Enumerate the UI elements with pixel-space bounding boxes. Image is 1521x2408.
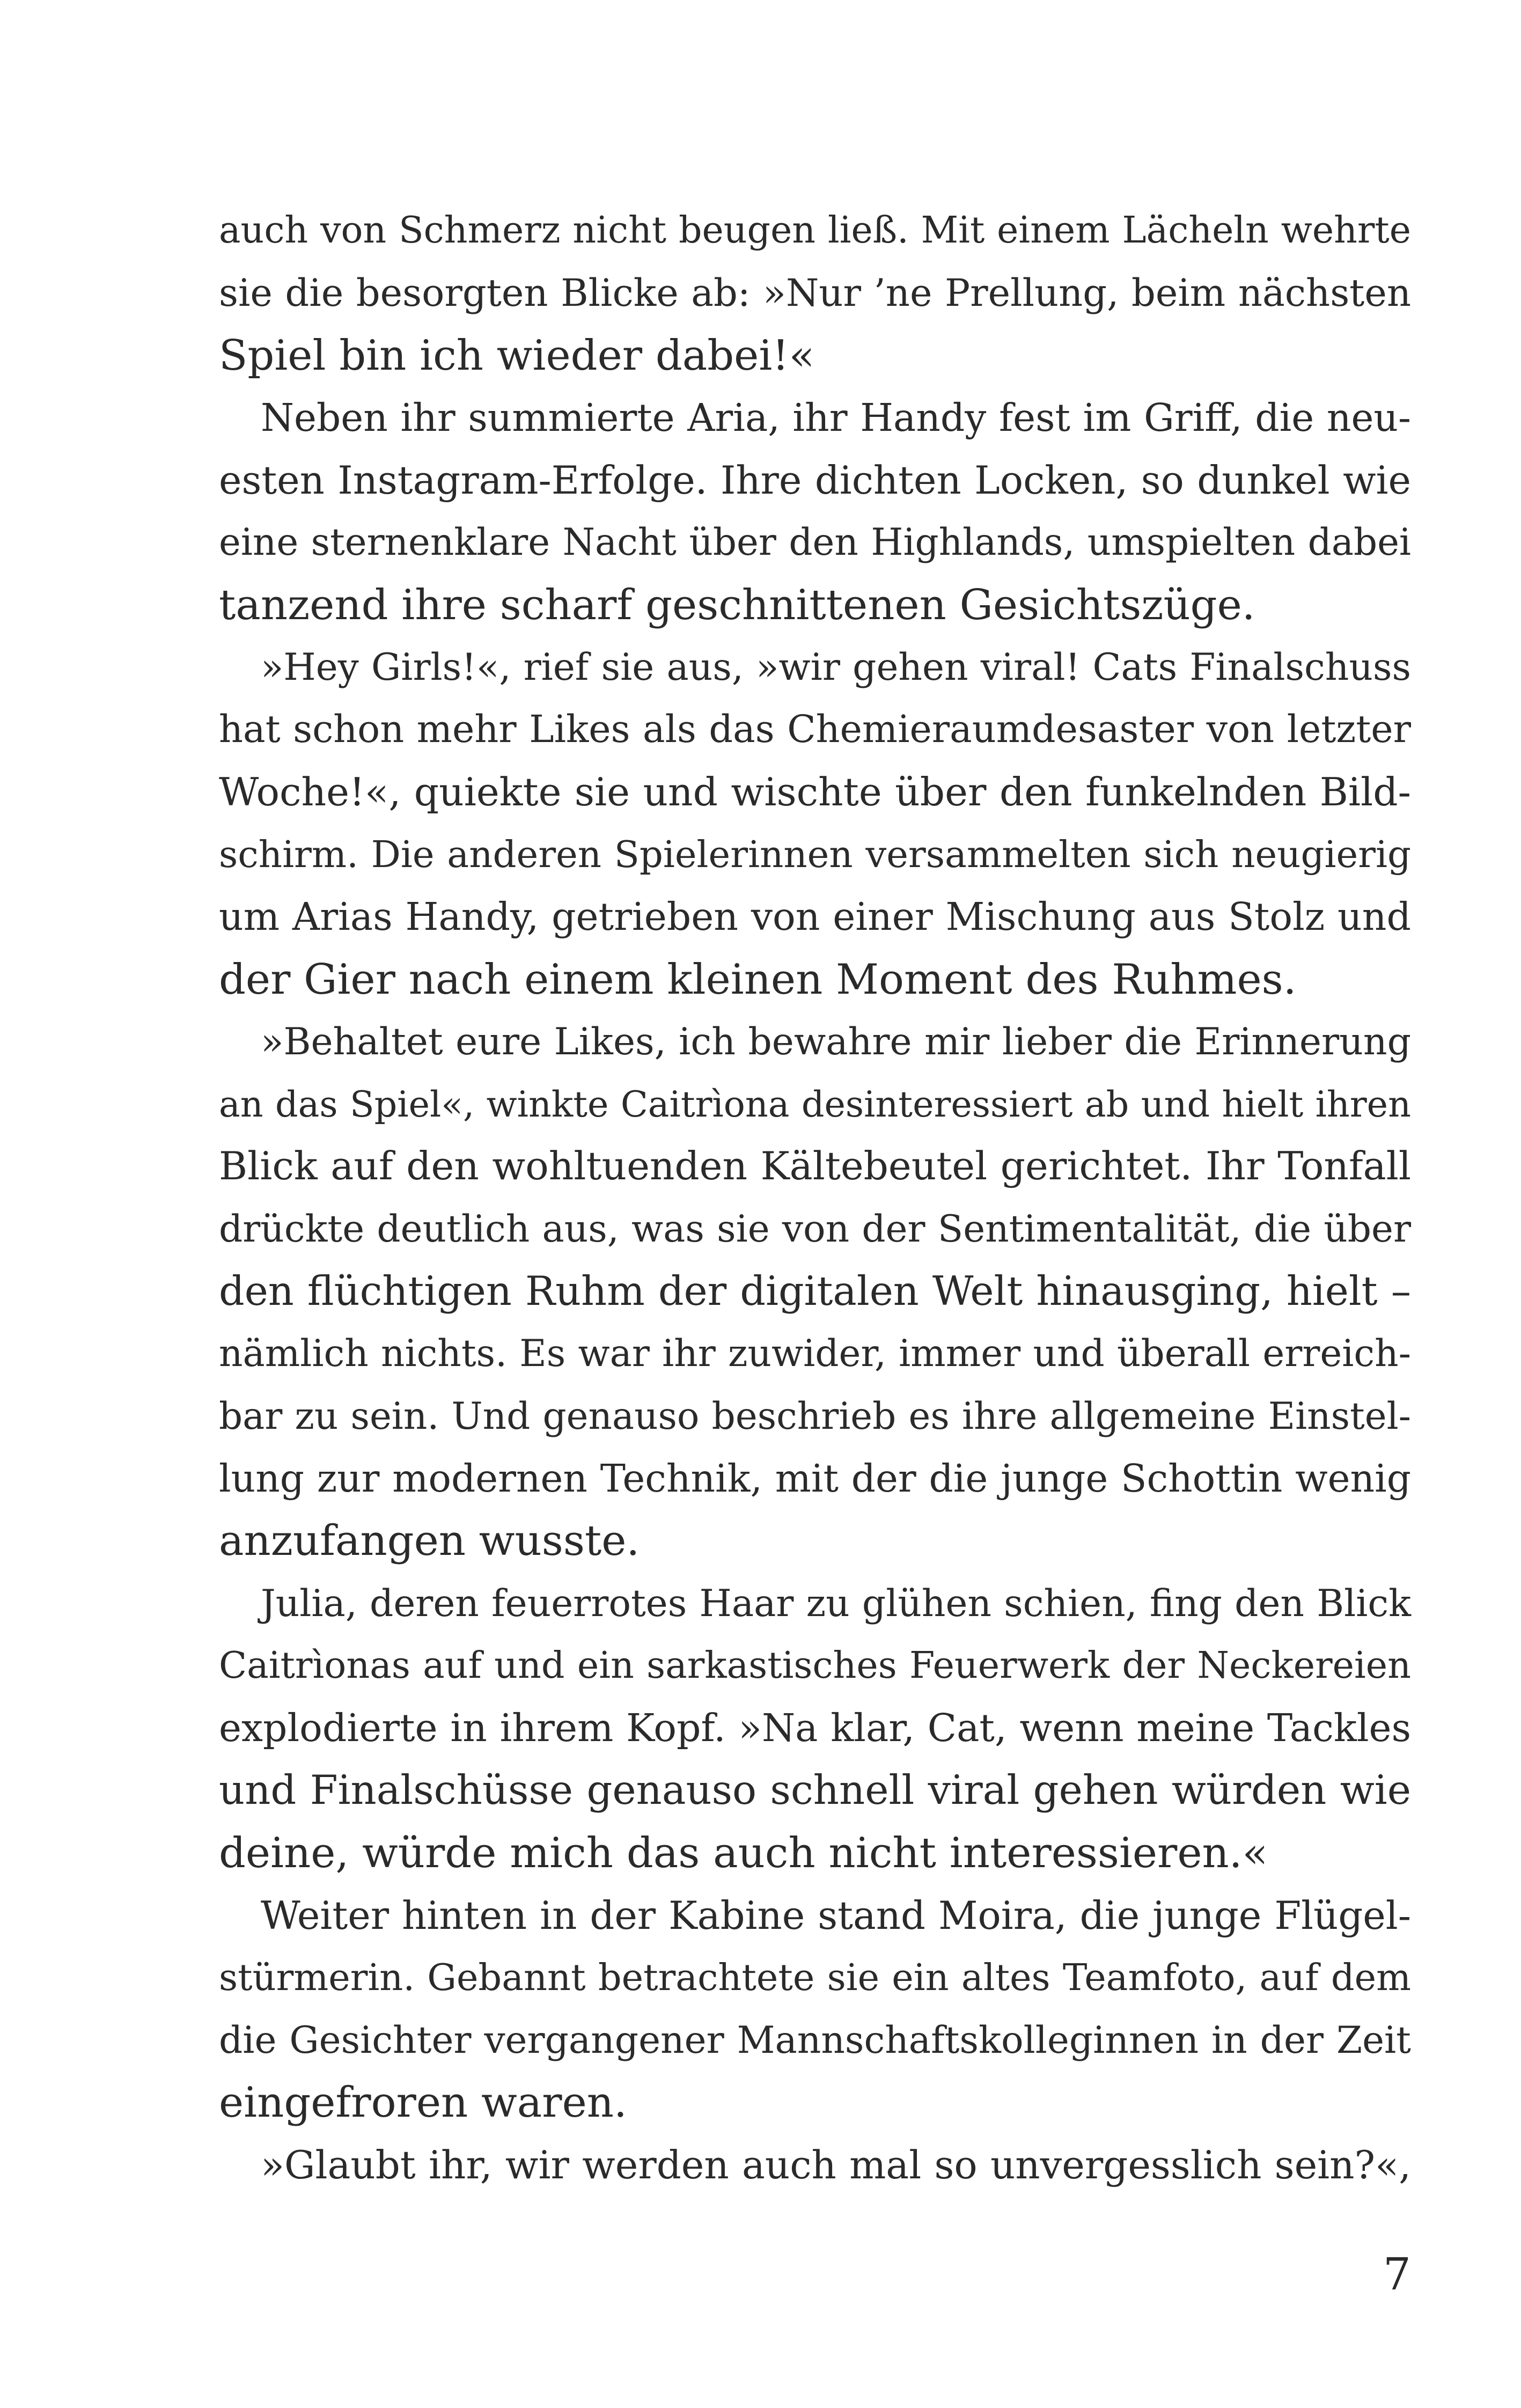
text-line: lung zur modernen Technik, mit der die junge Schottin wenig	[219, 1456, 1411, 1501]
text-line: Julia, deren feuerrotes Haar zu glühen schien, fing den Blick	[261, 1582, 1411, 1625]
text-line: nämlich nichts. Es war ihr zuwider, immer und überall erreich-	[219, 1332, 1411, 1376]
page-number: 7	[1383, 2249, 1411, 2300]
text-line: deine, würde mich das auch nicht interessieren.«	[219, 1829, 1268, 1877]
text-line: drückte deutlich aus, was sie von der Sentimentalität, die über	[219, 1207, 1411, 1251]
text-line: explodierte in ihrem Kopf. »Na klar, Cat, wenn meine Tackles	[219, 1706, 1411, 1751]
text-line: stürmerin. Gebannt betrachtete sie ein altes Teamfoto, auf dem	[219, 1956, 1411, 2000]
body-text	[219, 200, 1411, 2197]
text-line: die Gesichter vergangener Mannschaftskolleginnen in der Zeit	[219, 2018, 1411, 2062]
text-line: bar zu sein. Und genauso beschrieb es ihre allgemeine Einstel-	[219, 1394, 1411, 1438]
text-line: esten Instagram-Erfolge. Ihre dichten Locken, so dunkel wie	[219, 458, 1411, 503]
text-line: »Behaltet eure Likes, ich bewahre mir lieber die Erinnerung	[261, 1020, 1411, 1063]
text-line: und Finalschüsse genauso schnell viral gehen würden wie	[219, 1767, 1411, 1814]
text-line: auch von Schmerz nicht beugen ließ. Mit einem Lächeln wehrte	[219, 209, 1411, 252]
text-line: anzufangen wusste.	[219, 1517, 640, 1566]
text-line: Woche!«, quiekte sie und wischte über den funkelnden Bild-	[219, 769, 1411, 815]
text-line: Spiel bin ich wieder dabei!«	[219, 331, 815, 380]
text-line: an das Spiel«, winkte Caitrìona desinteressiert ab und hielt ihren	[219, 1083, 1411, 1126]
text-line: Weiter hinten in der Kabine stand Moira, die junge Flügel-	[261, 1893, 1411, 1939]
text-line: der Gier nach einem kleinen Moment des Ruhmes.	[219, 955, 1297, 1004]
text-line: Neben ihr summierte Aria, ihr Handy fest im Griff, die neu-	[261, 395, 1411, 440]
text-line: Blick auf den wohltuenden Kältebeutel gerichtet. Ihr Tonfall	[219, 1144, 1411, 1190]
text-line: eingefroren waren.	[219, 2078, 627, 2127]
text-line: »Glaubt ihr, wir werden auch mal so unvergesslich sein?«,	[261, 2142, 1411, 2188]
text-line: »Hey Girls!«, rief sie aus, »wir gehen viral! Cats Finalschuss	[261, 646, 1411, 689]
text-line: Caitrìonas auf und ein sarkastisches Feuerwerk der Neckereien	[219, 1644, 1411, 1687]
text-line: um Arias Handy, getrieben von einer Mischung aus Stolz und	[219, 894, 1411, 939]
text-line: eine sternenklare Nacht über den Highlands, umspielten dabei	[219, 521, 1411, 564]
text-line: den flüchtigen Ruhm der digitalen Welt hinausging, hielt –	[219, 1268, 1411, 1315]
text-line: hat schon mehr Likes als das Chemieraumdesaster von letzter	[219, 708, 1411, 752]
text-line: sie die besorgten Blicke ab: »Nur ’ne Prellung, beim nächsten	[219, 271, 1411, 315]
text-line: schirm. Die anderen Spielerinnen versammelten sich neugierig	[219, 833, 1411, 876]
text-line: tanzend ihre scharf geschnittenen Gesichtszüge.	[219, 581, 1255, 629]
